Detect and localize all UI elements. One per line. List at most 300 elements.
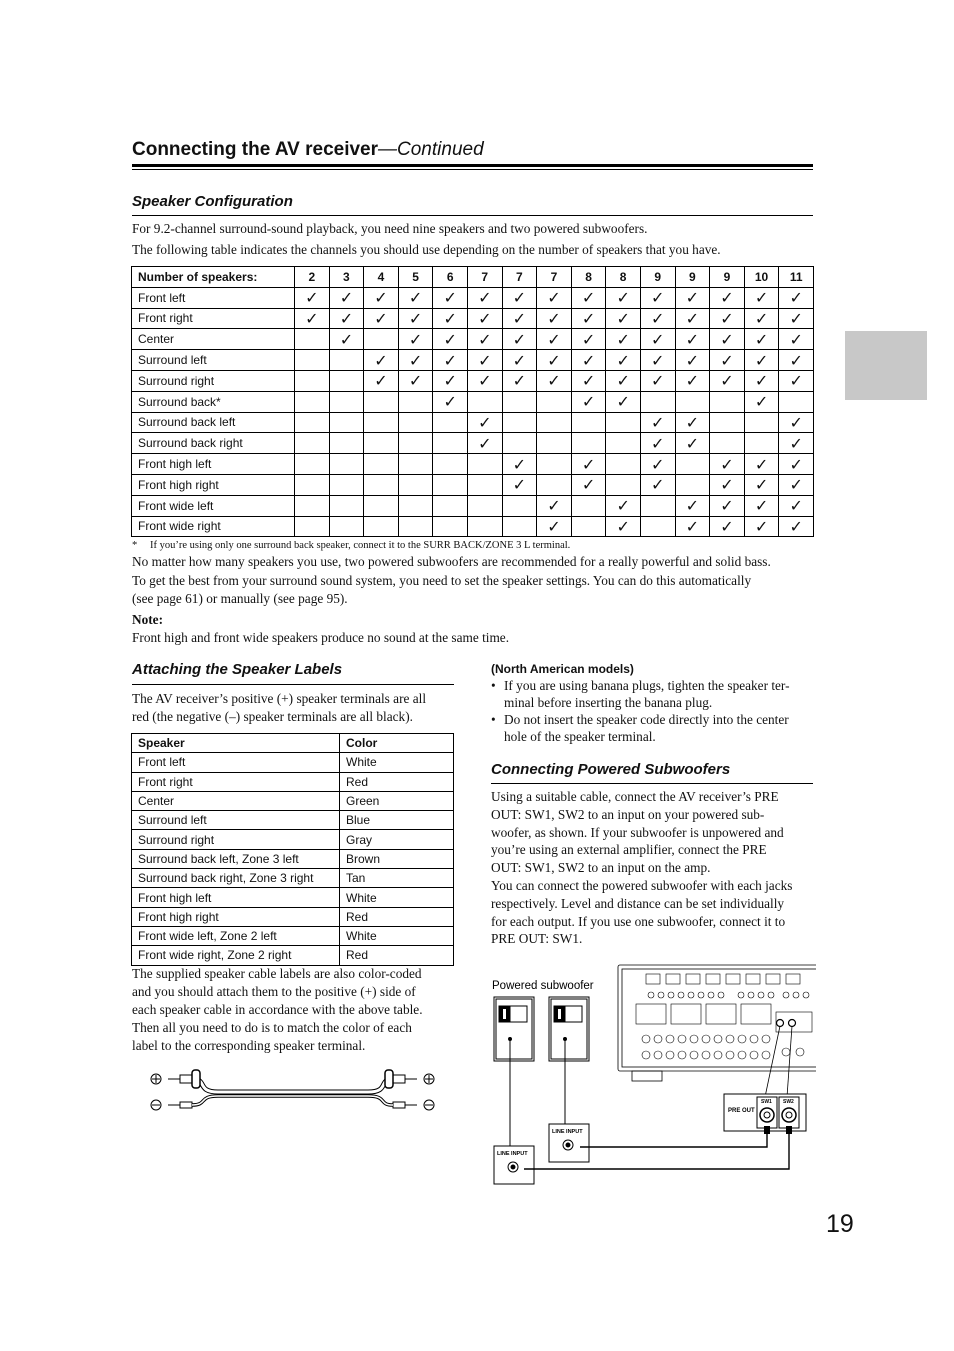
sw1-label: SW1 bbox=[761, 1099, 772, 1105]
empty-cell bbox=[537, 433, 572, 454]
check-icon: ✓ bbox=[640, 454, 675, 475]
check-icon: ✓ bbox=[779, 516, 814, 537]
subwoofer-line: respectively. Level and distance can be set individually bbox=[491, 895, 785, 911]
check-icon: ✓ bbox=[640, 433, 675, 454]
na-bullet-1 bbox=[491, 677, 821, 711]
check-icon: ✓ bbox=[433, 370, 468, 391]
label-color: Tan bbox=[340, 869, 454, 888]
empty-cell bbox=[295, 350, 330, 371]
table-row bbox=[132, 370, 814, 391]
table-row bbox=[132, 433, 814, 454]
empty-cell bbox=[398, 454, 433, 475]
check-icon: ✓ bbox=[779, 474, 814, 495]
labels-after-line: label to the corresponding speaker terminal. bbox=[132, 1038, 366, 1053]
na-bullet-2-line-1: • Do not insert the speaker code directly into the center bbox=[504, 712, 789, 727]
check-icon: ✓ bbox=[571, 350, 606, 371]
empty-cell bbox=[537, 454, 572, 475]
subwoofer-section-rule bbox=[491, 783, 813, 784]
labels-after-text bbox=[132, 965, 472, 1055]
check-icon: ✓ bbox=[675, 287, 710, 308]
subwoofer-line: you’re using an external amplifier, connect the PRE bbox=[491, 842, 767, 858]
check-icon: ✓ bbox=[467, 412, 502, 433]
check-icon: ✓ bbox=[571, 287, 606, 308]
subwoofer-text bbox=[491, 788, 821, 948]
empty-cell bbox=[571, 516, 606, 537]
table-row bbox=[132, 516, 814, 537]
empty-cell bbox=[329, 391, 364, 412]
empty-cell bbox=[329, 412, 364, 433]
footnote-text: If you’re using only one surround back speaker, connect it to the SURR BACK/ZONE 3 L terminal. bbox=[150, 540, 571, 551]
check-icon: ✓ bbox=[606, 329, 641, 350]
col-speaker-count: 8 bbox=[606, 267, 641, 288]
check-icon: ✓ bbox=[779, 287, 814, 308]
table-row bbox=[132, 753, 454, 772]
speaker-name: Front high right bbox=[132, 907, 340, 926]
check-icon: ✓ bbox=[744, 287, 779, 308]
table-row bbox=[132, 811, 454, 830]
check-icon: ✓ bbox=[433, 308, 468, 329]
na-bullet-1-line-2: minal before inserting the banana plug. bbox=[504, 695, 713, 710]
speaker-name: Front wide right, Zone 2 right bbox=[132, 946, 340, 965]
col-speaker-count: 7 bbox=[467, 267, 502, 288]
speaker-name: Surround back left, Zone 3 left bbox=[132, 849, 340, 868]
check-icon: ✓ bbox=[502, 370, 537, 391]
empty-cell bbox=[295, 391, 330, 412]
table-row bbox=[132, 888, 454, 907]
check-icon: ✓ bbox=[744, 516, 779, 537]
empty-cell bbox=[640, 495, 675, 516]
subwoofer-line: OUT: SW1, SW2 to an input on the amp. bbox=[491, 860, 711, 876]
table-row bbox=[132, 454, 814, 475]
table-row bbox=[132, 830, 454, 849]
empty-cell bbox=[571, 433, 606, 454]
empty-cell bbox=[606, 454, 641, 475]
empty-cell bbox=[606, 412, 641, 433]
labels-intro-2: red (the negative (–) speaker terminals are all black). bbox=[132, 709, 413, 724]
chapter-tab bbox=[845, 331, 927, 400]
col-color: Color bbox=[340, 734, 454, 753]
empty-cell bbox=[571, 412, 606, 433]
empty-cell bbox=[537, 474, 572, 495]
labels-section-title: Attaching the Speaker Labels bbox=[132, 661, 343, 678]
channel-name: Surround left bbox=[132, 350, 295, 371]
check-icon: ✓ bbox=[329, 329, 364, 350]
empty-cell bbox=[398, 516, 433, 537]
check-icon: ✓ bbox=[606, 516, 641, 537]
speaker-config-intro-1: For 9.2-channel surround-sound playback, you need nine speakers and two powered subwoofers. bbox=[132, 221, 648, 236]
col-speaker-count: 8 bbox=[571, 267, 606, 288]
check-icon: ✓ bbox=[433, 329, 468, 350]
check-icon: ✓ bbox=[675, 350, 710, 371]
check-icon: ✓ bbox=[710, 308, 745, 329]
check-icon: ✓ bbox=[640, 308, 675, 329]
check-icon: ✓ bbox=[329, 287, 364, 308]
subwoofer-line: Using a suitable cable, connect the AV receiver’s PRE bbox=[491, 789, 779, 804]
labels-after-line: The supplied speaker cable labels are also color-coded bbox=[132, 966, 422, 981]
check-icon: ✓ bbox=[675, 495, 710, 516]
check-icon: ✓ bbox=[571, 308, 606, 329]
empty-cell bbox=[329, 495, 364, 516]
table-row bbox=[132, 329, 814, 350]
empty-cell bbox=[295, 495, 330, 516]
sw2-label: SW2 bbox=[783, 1099, 794, 1105]
check-icon: ✓ bbox=[433, 287, 468, 308]
empty-cell bbox=[295, 474, 330, 495]
empty-cell bbox=[364, 474, 399, 495]
check-icon: ✓ bbox=[710, 454, 745, 475]
speaker-cable-illustration bbox=[146, 1062, 441, 1118]
label-color: Red bbox=[340, 946, 454, 965]
label-color: Gray bbox=[340, 830, 454, 849]
empty-cell bbox=[502, 412, 537, 433]
col-number-of-speakers: Number of speakers: bbox=[132, 267, 295, 288]
label-color: White bbox=[340, 753, 454, 772]
check-icon: ✓ bbox=[779, 454, 814, 475]
empty-cell bbox=[606, 474, 641, 495]
check-icon: ✓ bbox=[571, 370, 606, 391]
channel-name: Surround back left bbox=[132, 412, 295, 433]
speaker-name: Surround right bbox=[132, 830, 340, 849]
check-icon: ✓ bbox=[675, 370, 710, 391]
line-input-label-2: LINE INPUT bbox=[552, 1129, 583, 1135]
check-icon: ✓ bbox=[779, 350, 814, 371]
check-icon: ✓ bbox=[779, 412, 814, 433]
note-text: Front high and front wide speakers produce no sound at the same time. bbox=[132, 630, 510, 645]
label-color: Red bbox=[340, 907, 454, 926]
empty-cell bbox=[295, 454, 330, 475]
speaker-config-para-2: To get the best from your surround sound system, you need to set the speaker settings. You can do this automatically bbox=[132, 573, 752, 588]
empty-cell bbox=[398, 433, 433, 454]
note-label: Note: bbox=[132, 612, 164, 627]
subwoofer-1 bbox=[494, 997, 534, 1152]
labels-after-line: each speaker cable in accordance with the above table. bbox=[132, 1002, 423, 1017]
speaker-config-rule bbox=[132, 215, 813, 216]
empty-cell bbox=[779, 391, 814, 412]
check-icon: ✓ bbox=[606, 308, 641, 329]
channel-name: Front right bbox=[132, 308, 295, 329]
check-icon: ✓ bbox=[364, 350, 399, 371]
empty-cell bbox=[467, 495, 502, 516]
check-icon: ✓ bbox=[675, 516, 710, 537]
check-icon: ✓ bbox=[329, 308, 364, 329]
check-icon: ✓ bbox=[640, 287, 675, 308]
table-row bbox=[132, 926, 454, 945]
subwoofer-line: OUT: SW1, SW2 to an input on your powered sub- bbox=[491, 806, 765, 822]
channel-name: Front high left bbox=[132, 454, 295, 475]
subwoofer-line: You can connect the powered subwoofer with each jacks bbox=[491, 877, 793, 893]
labels-intro-1: The AV receiver’s positive (+) speaker terminals are all bbox=[132, 691, 427, 706]
check-icon: ✓ bbox=[467, 370, 502, 391]
check-icon: ✓ bbox=[398, 329, 433, 350]
check-icon: ✓ bbox=[606, 370, 641, 391]
check-icon: ✓ bbox=[537, 329, 572, 350]
header-continued: —Continued bbox=[378, 139, 484, 160]
labels-after-line: Then all you need to do is to match the color of each bbox=[132, 1020, 412, 1035]
empty-cell bbox=[675, 454, 710, 475]
speaker-name: Front right bbox=[132, 772, 340, 791]
check-icon: ✓ bbox=[744, 370, 779, 391]
empty-cell bbox=[710, 433, 745, 454]
na-bullet-1-line-1: • If you are using banana plugs, tighten the speaker ter- bbox=[504, 678, 790, 693]
col-speaker-count: 9 bbox=[675, 267, 710, 288]
label-color: Blue bbox=[340, 811, 454, 830]
check-icon: ✓ bbox=[710, 329, 745, 350]
empty-cell bbox=[710, 412, 745, 433]
col-speaker-count: 2 bbox=[295, 267, 330, 288]
check-icon: ✓ bbox=[744, 391, 779, 412]
speaker-name: Front high left bbox=[132, 888, 340, 907]
check-icon: ✓ bbox=[537, 495, 572, 516]
labels-after-line: and you should attach them to the positive (+) side of bbox=[132, 984, 416, 999]
speaker-config-para-3: (see page 61) or manually (see page 95). bbox=[132, 591, 348, 606]
check-icon: ✓ bbox=[502, 454, 537, 475]
empty-cell bbox=[329, 454, 364, 475]
table-row bbox=[132, 791, 454, 810]
empty-cell bbox=[502, 516, 537, 537]
empty-cell bbox=[329, 474, 364, 495]
channel-name: Surround back right bbox=[132, 433, 295, 454]
check-icon: ✓ bbox=[606, 495, 641, 516]
speaker-color-table bbox=[131, 733, 454, 966]
col-speaker-count: 5 bbox=[398, 267, 433, 288]
check-icon: ✓ bbox=[779, 308, 814, 329]
table-row bbox=[132, 772, 454, 791]
check-icon: ✓ bbox=[640, 474, 675, 495]
header-rule-thin bbox=[132, 169, 813, 170]
speaker-config-title: Speaker Configuration bbox=[132, 193, 293, 210]
check-icon: ✓ bbox=[364, 370, 399, 391]
av-receiver-rear-panel bbox=[618, 965, 816, 1097]
subwoofer-section-title: Connecting Powered Subwoofers bbox=[491, 761, 731, 778]
empty-cell bbox=[329, 350, 364, 371]
speaker-name: Surround back right, Zone 3 right bbox=[132, 869, 340, 888]
channel-name: Surround right bbox=[132, 370, 295, 391]
col-speaker-count: 7 bbox=[502, 267, 537, 288]
check-icon: ✓ bbox=[744, 308, 779, 329]
check-icon: ✓ bbox=[467, 350, 502, 371]
check-icon: ✓ bbox=[398, 308, 433, 329]
check-icon: ✓ bbox=[571, 454, 606, 475]
col-speaker-count: 11 bbox=[779, 267, 814, 288]
empty-cell bbox=[467, 391, 502, 412]
speaker-color-table-header bbox=[132, 734, 454, 753]
empty-cell bbox=[364, 329, 399, 350]
empty-cell bbox=[502, 391, 537, 412]
check-icon: ✓ bbox=[537, 287, 572, 308]
table-row bbox=[132, 287, 814, 308]
subwoofer-connection-diagram bbox=[486, 962, 816, 1188]
check-icon: ✓ bbox=[467, 287, 502, 308]
speaker-name: Center bbox=[132, 791, 340, 810]
empty-cell bbox=[537, 412, 572, 433]
check-icon: ✓ bbox=[744, 495, 779, 516]
labels-section-rule bbox=[132, 684, 454, 685]
check-icon: ✓ bbox=[502, 308, 537, 329]
check-icon: ✓ bbox=[433, 350, 468, 371]
header-title-text: Connecting the AV receiver bbox=[132, 139, 379, 160]
speaker-name: Front left bbox=[132, 753, 340, 772]
footnote-marker: * bbox=[132, 540, 138, 551]
na-models-heading: (North American models) bbox=[491, 662, 634, 676]
empty-cell bbox=[606, 433, 641, 454]
check-icon: ✓ bbox=[606, 287, 641, 308]
label-color: White bbox=[340, 888, 454, 907]
empty-cell bbox=[364, 454, 399, 475]
col-speaker-count: 10 bbox=[744, 267, 779, 288]
empty-cell bbox=[364, 433, 399, 454]
channel-name: Front left bbox=[132, 287, 295, 308]
col-speaker-count: 7 bbox=[537, 267, 572, 288]
table-row bbox=[132, 412, 814, 433]
empty-cell bbox=[675, 391, 710, 412]
check-icon: ✓ bbox=[779, 370, 814, 391]
speaker-config-para-1: No matter how many speakers you use, two powered subwoofers are recommended for a really powerful and solid bass. bbox=[132, 554, 771, 569]
page-number: 19 bbox=[826, 1210, 854, 1238]
channel-name: Front wide left bbox=[132, 495, 295, 516]
check-icon: ✓ bbox=[744, 329, 779, 350]
empty-cell bbox=[571, 495, 606, 516]
empty-cell bbox=[433, 516, 468, 537]
empty-cell bbox=[398, 474, 433, 495]
empty-cell bbox=[329, 516, 364, 537]
check-icon: ✓ bbox=[502, 329, 537, 350]
empty-cell bbox=[744, 433, 779, 454]
col-speaker-count: 3 bbox=[329, 267, 364, 288]
table-row bbox=[132, 308, 814, 329]
empty-cell bbox=[398, 391, 433, 412]
check-icon: ✓ bbox=[571, 329, 606, 350]
check-icon: ✓ bbox=[537, 370, 572, 391]
empty-cell bbox=[433, 474, 468, 495]
empty-cell bbox=[433, 454, 468, 475]
channel-name: Surround back* bbox=[132, 391, 295, 412]
check-icon: ✓ bbox=[502, 287, 537, 308]
empty-cell bbox=[640, 391, 675, 412]
check-icon: ✓ bbox=[710, 474, 745, 495]
empty-cell bbox=[744, 412, 779, 433]
check-icon: ✓ bbox=[744, 454, 779, 475]
empty-cell bbox=[295, 370, 330, 391]
empty-cell bbox=[364, 412, 399, 433]
subwoofer-line: woofer, as shown. If your subwoofer is unpowered and bbox=[491, 824, 784, 840]
check-icon: ✓ bbox=[537, 308, 572, 329]
check-icon: ✓ bbox=[295, 287, 330, 308]
speaker-name: Front wide left, Zone 2 left bbox=[132, 926, 340, 945]
check-icon: ✓ bbox=[675, 329, 710, 350]
subwoofer-line: for each output. If you use one subwoofer, connect it to bbox=[491, 913, 786, 929]
check-icon: ✓ bbox=[571, 474, 606, 495]
check-icon: ✓ bbox=[779, 433, 814, 454]
check-icon: ✓ bbox=[675, 308, 710, 329]
label-color: White bbox=[340, 926, 454, 945]
check-icon: ✓ bbox=[398, 287, 433, 308]
line-input-label-1: LINE INPUT bbox=[497, 1151, 528, 1157]
empty-cell bbox=[329, 433, 364, 454]
empty-cell bbox=[364, 516, 399, 537]
empty-cell bbox=[467, 454, 502, 475]
channel-name: Front wide right bbox=[132, 516, 295, 537]
check-icon: ✓ bbox=[433, 391, 468, 412]
empty-cell bbox=[364, 495, 399, 516]
check-icon: ✓ bbox=[502, 350, 537, 371]
check-icon: ✓ bbox=[295, 308, 330, 329]
check-icon: ✓ bbox=[364, 308, 399, 329]
check-icon: ✓ bbox=[779, 329, 814, 350]
check-icon: ✓ bbox=[640, 370, 675, 391]
check-icon: ✓ bbox=[606, 391, 641, 412]
empty-cell bbox=[433, 433, 468, 454]
table-row bbox=[132, 907, 454, 926]
label-color: Green bbox=[340, 791, 454, 810]
empty-cell bbox=[398, 495, 433, 516]
empty-cell bbox=[295, 412, 330, 433]
check-icon: ✓ bbox=[467, 308, 502, 329]
header-rule bbox=[132, 164, 813, 167]
check-icon: ✓ bbox=[640, 350, 675, 371]
check-icon: ✓ bbox=[710, 350, 745, 371]
empty-cell bbox=[640, 516, 675, 537]
check-icon: ✓ bbox=[744, 474, 779, 495]
table-row bbox=[132, 946, 454, 965]
empty-cell bbox=[433, 495, 468, 516]
check-icon: ✓ bbox=[398, 370, 433, 391]
empty-cell bbox=[398, 412, 433, 433]
powered-subwoofer-label: Powered subwoofer bbox=[492, 980, 594, 992]
check-icon: ✓ bbox=[398, 350, 433, 371]
check-icon: ✓ bbox=[537, 350, 572, 371]
table-row bbox=[132, 350, 814, 371]
check-icon: ✓ bbox=[571, 391, 606, 412]
col-speaker-count: 9 bbox=[710, 267, 745, 288]
label-color: Brown bbox=[340, 849, 454, 868]
speaker-config-intro-2: The following table indicates the channels you should use depending on the number of speakers that you have. bbox=[132, 242, 721, 257]
empty-cell bbox=[329, 370, 364, 391]
empty-cell bbox=[502, 433, 537, 454]
empty-cell bbox=[295, 433, 330, 454]
speaker-config-table-header bbox=[132, 267, 814, 288]
check-icon: ✓ bbox=[467, 329, 502, 350]
pre-out-label: PRE OUT bbox=[728, 1108, 755, 1114]
check-icon: ✓ bbox=[675, 412, 710, 433]
check-icon: ✓ bbox=[640, 329, 675, 350]
col-speaker-count: 9 bbox=[640, 267, 675, 288]
col-speaker-count: 6 bbox=[433, 267, 468, 288]
page-header-title bbox=[132, 139, 484, 161]
table-row bbox=[132, 391, 814, 412]
channel-name: Front high right bbox=[132, 474, 295, 495]
speaker-name: Surround left bbox=[132, 811, 340, 830]
subwoofer-2 bbox=[549, 997, 589, 1130]
col-speaker-count: 4 bbox=[364, 267, 399, 288]
label-color: Red bbox=[340, 772, 454, 791]
empty-cell bbox=[295, 329, 330, 350]
footnote bbox=[132, 540, 570, 551]
empty-cell bbox=[467, 474, 502, 495]
check-icon: ✓ bbox=[640, 412, 675, 433]
na-models-list bbox=[491, 677, 821, 745]
check-icon: ✓ bbox=[364, 287, 399, 308]
check-icon: ✓ bbox=[779, 495, 814, 516]
table-row bbox=[132, 869, 454, 888]
na-bullet-2-line-2: hole of the speaker terminal. bbox=[504, 729, 656, 744]
check-icon: ✓ bbox=[710, 370, 745, 391]
check-icon: ✓ bbox=[744, 350, 779, 371]
check-icon: ✓ bbox=[710, 287, 745, 308]
empty-cell bbox=[467, 516, 502, 537]
channel-name: Center bbox=[132, 329, 295, 350]
empty-cell bbox=[295, 516, 330, 537]
table-row bbox=[132, 474, 814, 495]
